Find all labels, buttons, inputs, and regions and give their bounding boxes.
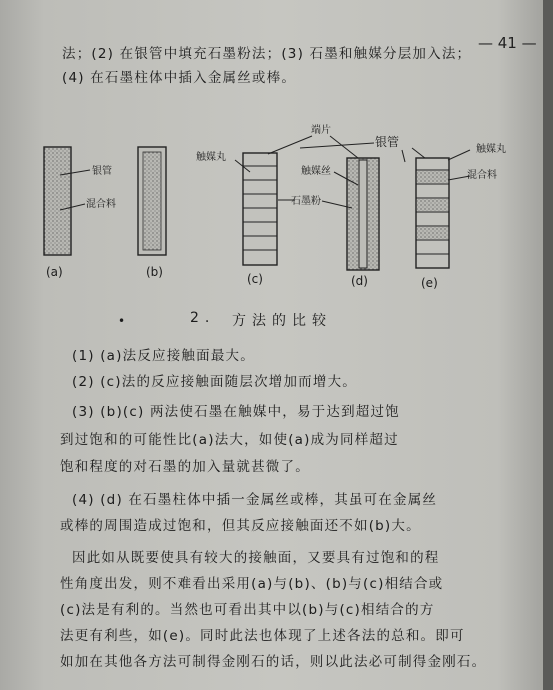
label-graphite-rod: 石墨粉 — [291, 196, 321, 207]
body-line-5: 饱和程度的对石墨的加入量就甚微了。 — [60, 459, 310, 475]
body-line-9: 性角度出发，则不难看出采用(a)与(b)、(b)与(c)相结合或 — [60, 576, 444, 592]
figure-d — [347, 158, 379, 270]
body-line-10: (c)法是有利的。当然也可看出其中以(b)与(c)相结合的方 — [60, 602, 435, 618]
body-line-11: 法更有利些，如(e)。同时此法也体现了上述各法的总和。即可 — [60, 628, 465, 644]
label-end-piece: 端片 — [311, 125, 331, 136]
figure-c — [235, 153, 295, 265]
apparatus-figure — [0, 0, 553, 300]
body-line-12: 如加在其他各方法可制得金刚石的话，则以此法必可制得金刚石。 — [60, 654, 487, 670]
caption-e: (e) — [421, 276, 438, 290]
body-line-3: (3) (b)(c) 两法使石墨在触媒中，易于达到超过饱 — [72, 404, 400, 420]
caption-c: (c) — [247, 272, 263, 286]
section-number: 2. — [190, 310, 216, 326]
body-line-8: 因此如从既要使具有较大的接触面，又要具有过饱和的程 — [72, 550, 440, 566]
figure-b — [138, 147, 166, 255]
figure-a — [44, 147, 90, 255]
body-line-4: 到过饱和的可能性比(a)法大，如使(a)成为同样超过 — [60, 432, 399, 448]
intro-line-2: (4) 在石墨柱体中插入金属丝或棒。 — [62, 70, 297, 86]
label-catalyst-tube-d: 触媒丝 — [301, 166, 331, 177]
body-line-1: (1) (a)法反应接触面最大。 — [72, 348, 255, 364]
body-line-6: (4) (d) 在石墨柱体中插一金属丝或棒，其虽可在金属丝 — [72, 492, 438, 508]
label-silver-tube-a: 银管 — [92, 166, 112, 177]
label-catalyst-e: 触媒丸 — [476, 144, 506, 155]
label-mix-a: 混合料 — [86, 199, 116, 210]
body-line-7: 或棒的周围造成过饱和，但其反应接触面还不如(b)大。 — [60, 518, 421, 534]
label-catalyst-c: 触媒丸 — [196, 152, 226, 163]
intro-line-1: 法；(2) 在银管中填充石墨粉法；(3) 石墨和触媒分层加入法； — [62, 46, 472, 62]
caption-b: (b) — [146, 265, 163, 279]
body-line-2: (2) (c)法的反应接触面随层次增加而增大。 — [72, 374, 357, 390]
caption-a: (a) — [46, 265, 63, 279]
section-title: 方法的比较 — [232, 313, 332, 329]
label-mix-e: 混合料 — [467, 170, 497, 181]
bullet-dot: • — [118, 314, 126, 328]
label-silver-tube-main: 银管 — [375, 135, 400, 149]
caption-d: (d) — [351, 274, 368, 288]
page-number: — 41 — — [478, 34, 537, 52]
figure-e — [416, 150, 470, 268]
